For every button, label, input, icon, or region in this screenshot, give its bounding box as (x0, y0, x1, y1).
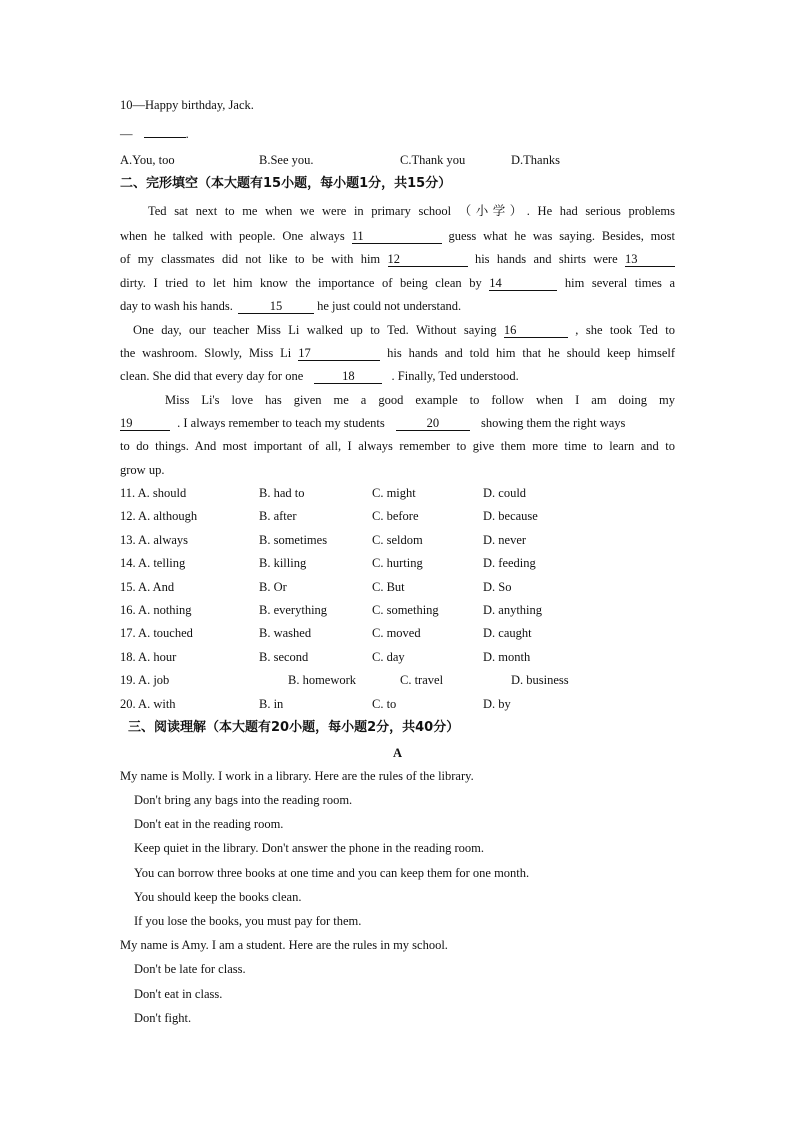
rule-item: Don't be late for class. (134, 962, 246, 976)
question-13-option-a[interactable]: 13. A. always (120, 532, 189, 547)
question-16-option-a[interactable]: 16. A. nothing (120, 603, 192, 617)
question-18-option-d[interactable]: D. month (483, 649, 531, 664)
rule-item: Don't eat in class. (134, 986, 223, 1001)
question-17-option-d[interactable]: D. caught (483, 626, 532, 641)
question-14-option-b[interactable]: B. killing (259, 556, 307, 571)
p1-line5: day to wash his hands. 15 he just could not understand. (120, 299, 462, 313)
p2-line2: the washroom. Slowly, Miss Li 17 his hands and told him that he should keep himself (120, 346, 676, 360)
q10-stem: 10—Happy birthday, Jack. (120, 98, 254, 112)
question-15-option-c[interactable]: C. But (372, 579, 405, 594)
question-14-option-d[interactable]: D. feeding (483, 556, 536, 571)
blank-15[interactable]: 15 (238, 300, 314, 314)
question-19-option-b[interactable]: B. homework (288, 673, 357, 688)
question-16-option-d[interactable]: D. anything (483, 603, 543, 617)
question-14-option-c[interactable]: C. hurting (372, 556, 423, 571)
question-20-option-d[interactable]: D. by (483, 696, 511, 711)
question-12-option-d[interactable]: D. because (483, 509, 538, 524)
question-15-option-a[interactable]: 15. A. And (120, 579, 175, 594)
p3-line4: grow up. (120, 463, 165, 477)
blank-20[interactable]: 20 (396, 417, 470, 431)
blank-17[interactable]: 17 (298, 347, 380, 361)
blank-12[interactable]: 12 (388, 253, 468, 267)
question-16-option-c[interactable]: C. something (372, 603, 439, 617)
question-17-option-b[interactable]: B. washed (259, 626, 312, 641)
p1-line1: Ted sat next to me when we were in primary school （小学）. He had serious problems (148, 204, 675, 218)
q10-option-d[interactable]: D.Thanks (511, 153, 560, 167)
question-14-option-a[interactable]: 14. A. telling (120, 556, 186, 571)
question-12-option-c[interactable]: C. before (372, 509, 419, 524)
question-17-option-a[interactable]: 17. A. touched (120, 626, 193, 641)
question-18-option-c[interactable]: C. day (372, 649, 405, 664)
blank-13[interactable]: 13 (625, 253, 675, 267)
q10-option-a[interactable]: A.You, too (120, 153, 175, 167)
q10-option-b[interactable]: B.See you. (259, 153, 314, 167)
section2-heading: 二、完形填空（本大题有15小题，每小题1分，共15分） (120, 176, 452, 191)
p1-line3: of my classmates did not like to be with him 12 his hands and shirts were 13 (120, 251, 675, 267)
amy-intro: My name is Amy. I am a student. Here are the rules in my school. (120, 938, 448, 952)
blank-14[interactable]: 14 (489, 277, 557, 291)
question-19-option-a[interactable]: 19. A. job (120, 673, 170, 688)
question-13-option-c[interactable]: C. seldom (372, 532, 423, 547)
question-15-option-d[interactable]: D. So (483, 579, 512, 594)
section3-heading: 三、阅读理解（本大题有20小题，每小题2分，共40分） (128, 720, 460, 735)
question-19-option-c[interactable]: C. travel (400, 673, 444, 688)
question-18-option-a[interactable]: 18. A. hour (120, 649, 177, 664)
p3-line1: Miss Li's love has given me a good example to follow when I am doing my (165, 393, 675, 407)
rule-item: Don't fight. (134, 1011, 192, 1025)
question-11-option-b[interactable]: B. had to (259, 486, 305, 500)
rule-item: Don't eat in the reading room. (134, 817, 284, 832)
q10-option-c[interactable]: C.Thank you (400, 153, 466, 167)
question-11-option-d[interactable]: D. could (483, 486, 527, 500)
q10-dash: — (120, 127, 133, 141)
question-12-option-b[interactable]: B. after (259, 509, 297, 524)
blank-19[interactable]: 19 (120, 417, 170, 431)
p1-line2: when he talked with people. One always 11 guess what he was saying. Besides, most (120, 229, 675, 243)
question-13-option-d[interactable]: D. never (483, 532, 527, 547)
passage-letter: A (392, 746, 403, 760)
blank-11[interactable]: 11 (352, 230, 442, 244)
p1-line4: dirty. I tried to let him know the importance of being clean by 14 him several times a (120, 276, 675, 290)
rule-item: You can borrow three books at one time and you can keep them for one month. (134, 865, 530, 880)
q10-answer-line (120, 126, 675, 142)
rule-item: If you lose the books, you must pay for them. (134, 914, 362, 928)
q10-blank[interactable] (144, 137, 186, 138)
molly-intro: My name is Molly. I work in a library. Here are the rules of the library. (120, 769, 474, 783)
rule-item: Don't bring any bags into the reading room. (134, 793, 353, 807)
p3-line3: to do things. And most important of all, I always remember to give them more time to learn and to (120, 439, 675, 453)
question-16-option-b[interactable]: B. everything (259, 603, 328, 617)
q10-period: . (185, 127, 189, 141)
question-12-option-a[interactable]: 12. A. although (120, 509, 198, 524)
question-20-option-a[interactable]: 20. A. with (120, 696, 176, 711)
question-17-option-c[interactable]: C. moved (372, 626, 421, 641)
question-11-option-c[interactable]: C. might (372, 486, 416, 500)
blank-18[interactable]: 18 (314, 370, 382, 384)
p2-line1: One day, our teacher Miss Li walked up to Ted. Without saying 16 , she took Ted to (133, 323, 675, 337)
p3-line2: 19 . I always remember to teach my students 20 showing them the right ways (120, 416, 626, 430)
question-15-option-b[interactable]: B. Or (259, 579, 287, 594)
p2-line3: clean. She did that every day for one 18 . Finally, Ted understood. (120, 369, 519, 383)
question-20-option-c[interactable]: C. to (372, 696, 397, 711)
rule-item: Keep quiet in the library. Don't answer the phone in the reading room. (134, 841, 484, 856)
blank-16[interactable]: 16 (504, 324, 568, 338)
question-11-option-a[interactable]: 11. A. should (120, 486, 187, 500)
question-19-option-d[interactable]: D. business (511, 673, 569, 688)
question-18-option-b[interactable]: B. second (259, 649, 309, 664)
question-13-option-b[interactable]: B. sometimes (259, 532, 328, 547)
rule-item: You should keep the books clean. (134, 889, 302, 904)
question-20-option-b[interactable]: B. in (259, 696, 284, 711)
